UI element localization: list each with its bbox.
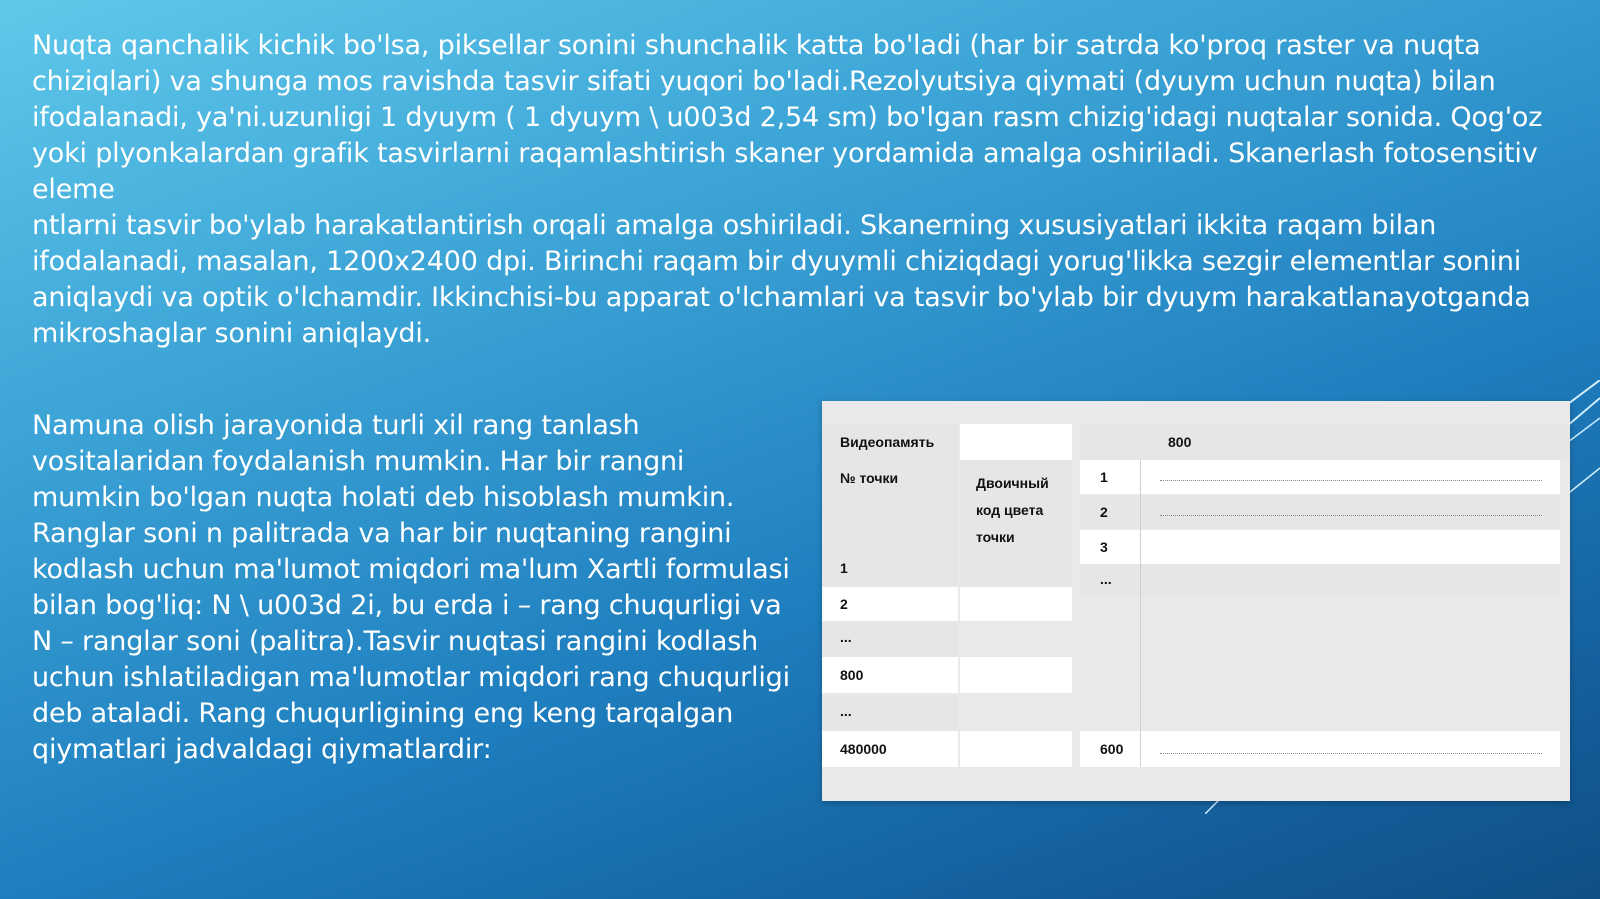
- col-code-cell: [960, 460, 1072, 550]
- header-value-cell: [1080, 424, 1570, 460]
- right-row: [1080, 495, 1560, 529]
- left-row: [822, 695, 958, 731]
- right-row-label: 1: [1100, 469, 1108, 485]
- col-point-cell: [822, 460, 958, 550]
- right-row: [1080, 460, 1560, 494]
- left-row-code: [960, 731, 1072, 767]
- left-row-label: ...: [840, 629, 852, 645]
- video-memory-table: [822, 401, 1570, 801]
- left-row-label: 2: [840, 596, 848, 612]
- left-row-label: 800: [840, 667, 864, 683]
- left-row: [822, 731, 958, 767]
- header-label: Видеопамять: [840, 434, 935, 450]
- left-row-code: [960, 587, 1072, 621]
- dotted-line: [1160, 753, 1542, 754]
- left-row-label: 480000: [840, 741, 887, 757]
- right-row-label: ...: [1100, 571, 1112, 587]
- right-row-label: 600: [1100, 741, 1124, 757]
- right-row-label: 2: [1100, 504, 1108, 520]
- left-row: [822, 621, 958, 657]
- left-row-label: ...: [840, 703, 852, 719]
- right-row-label: 3: [1100, 539, 1108, 555]
- left-row: [822, 587, 958, 621]
- left-row-code: [960, 550, 1072, 586]
- dotted-line: [1160, 515, 1542, 516]
- header-value: 800: [1168, 434, 1192, 450]
- col-code-header: Двоичный код цвета точки: [976, 475, 1049, 545]
- header-label-cell: [822, 424, 958, 460]
- left-row-label: 1: [840, 560, 848, 576]
- right-row: [1080, 565, 1560, 595]
- dotted-line: [1160, 480, 1542, 481]
- right-row: [1080, 530, 1560, 564]
- intro-paragraph: Nuqta qanchalik kichik bo'lsa, piksellar sonini shunchalik katta bo'ladi (har bir satrda ko'proq raster va nuqta chiziqlari) va shunga mos ravishda tasvir sifati yuqori bo'ladi.Rezolyutsiya qiymati (dyuym uchun nuqta) bilan ifodalanadi, ya'ni.uzunligi 1 dyuym ( 1 dyuym \ u003d 2,54 sm) bo'lgan rasm chizig'idagi nuqtalar sonida. Qog'oz yoki plyonkalardan grafik tasvirlarni raqamlashtirish skaner yordamida amalga oshiriladi. Skanerlash fotosensitiv eleme ntlarni tasvir bo'ylab harakatlantirish orqali amalga oshiriladi. Skanerning xususiyatlari ikkita raqam bilan ifodalanadi, masalan, 1200x2400 dpi. Birinchi raqam bir dyuymli chiziqdagi yorug'likka sezgir elementlar sonini aniqlaydi va optik o'lchamdir. Ikkinchisi-bu apparat o'lchamlari va tasvir bo'ylab bir dyuym harakatlanayotganda mikroshaglar sonini aniqlaydi.: [32, 30, 1543, 349]
- left-row: [822, 657, 958, 693]
- left-row: [822, 550, 958, 586]
- left-row-code: [960, 657, 1072, 693]
- right-row: [1080, 731, 1560, 767]
- color-depth-paragraph: Namuna olish jarayonida turli xil rang tanlash vositalaridan foydalanish mumkin. Har bir rangni mumkin bo'lgan nuqta holati deb hisoblash mumkin. Ranglar soni n palitrada va har bir nuqtaning rangini kodlash uchun ma'lumot miqdori ma'lum Xartli formulasi bilan bog'liq: N \ u003d 2i, bu erda i – rang chuqurligi va N – ranglar soni (palitra).Tasvir nuqtasi rangini kodlash uchun ishlatiladigan ma'lumotlar miqdori rang chuqurligi deb ataladi. Rang chuqurligining eng keng tarqalgan qiymatlari jadvaldagi qiymatlardir:: [32, 410, 790, 765]
- column-divider: [1140, 460, 1141, 767]
- decorative-tick: [1205, 800, 1219, 814]
- col-point-header: № точки: [840, 470, 899, 486]
- header-blank-cell: [960, 424, 1072, 460]
